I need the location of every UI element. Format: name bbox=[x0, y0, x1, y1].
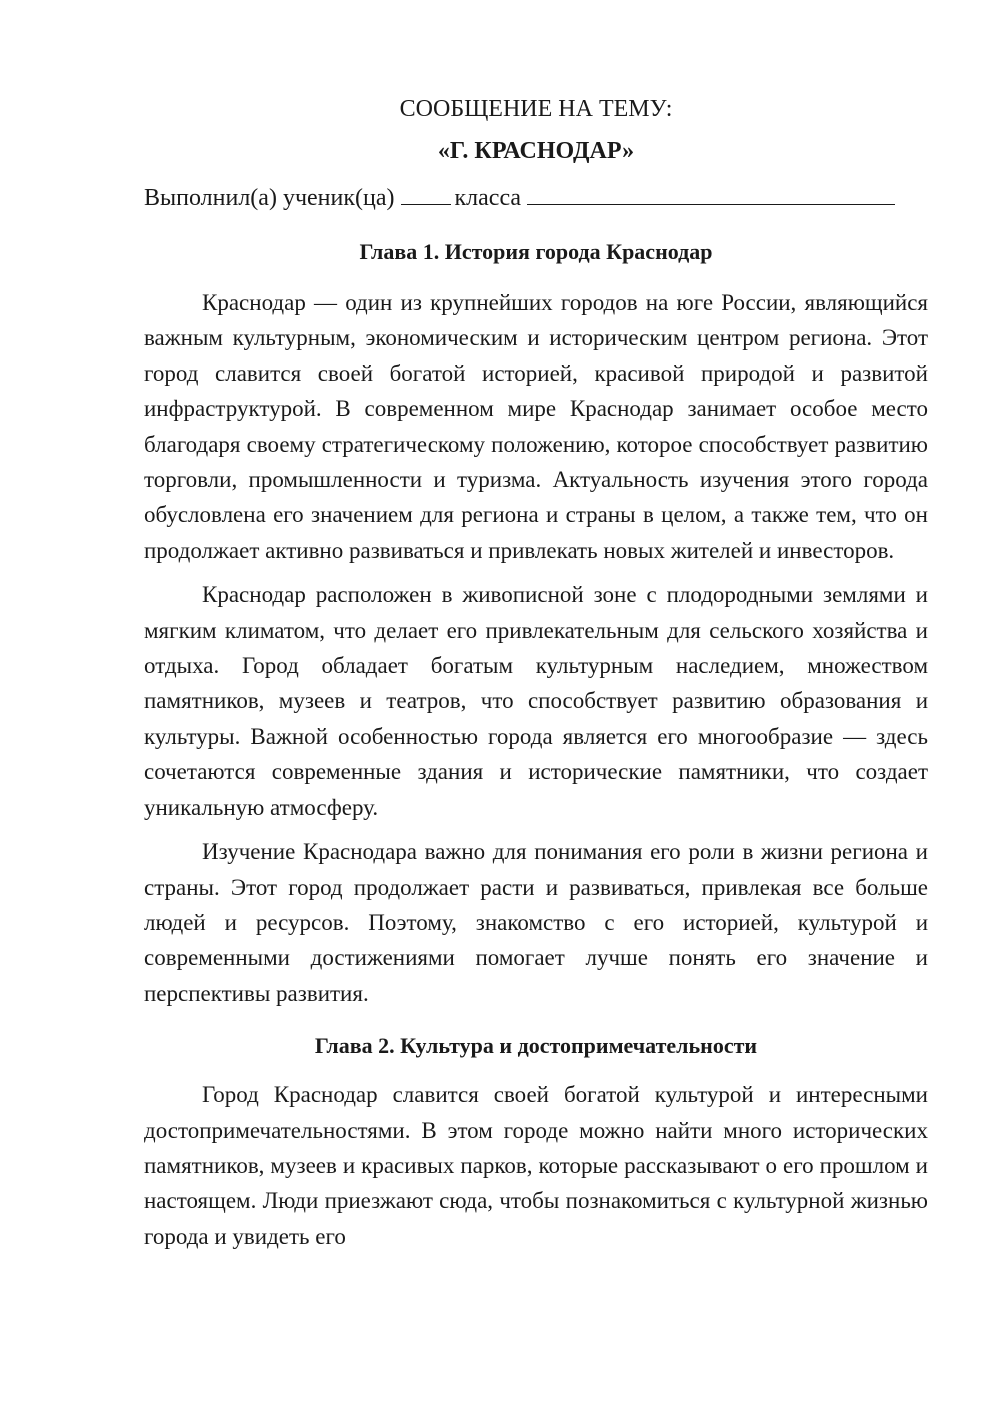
document-page bbox=[144, 92, 928, 1254]
author-name-blank bbox=[527, 178, 895, 205]
class-label: класса bbox=[454, 185, 522, 211]
chapter-2-heading: Глава 2. Культура и достопримечательности bbox=[314, 1033, 758, 1059]
author-line bbox=[144, 178, 928, 215]
chapter-1-paragraph-1: Краснодар — один из крупнейших городов на юге России, являющийся важным культурным, экономическим и историческим центром региона. Этот город славится своей богатой историей, красивой природой и развитой инфраструктурой. В современном мире Краснодар занимает особое место благодаря своему стратегическому положению, которое способствует развитию торговли, промышленности и туризма. Актуальность изучения этого города обусловлена его значением для региона и страны в целом, а также тем, что он продолжает активно развиваться и привлекать новых жителей и инвесторов. bbox=[144, 290, 928, 563]
document-subtitle: «Г. КРАСНОДАР» bbox=[437, 138, 635, 164]
chapter-1-heading: Глава 1. История города Краснодар bbox=[359, 239, 713, 264]
chapter-1-paragraph-3: Изучение Краснодара важно для понимания его роли в жизни региона и страны. Этот город продолжает расти и развиваться, привлекая все больше людей и ресурсов. Поэтому, знакомство с его историей, культурой и современными достижениями помогает лучше понять его значение и перспективы развития. bbox=[144, 839, 928, 1006]
chapter-1-paragraph-2: Краснодар расположен в живописной зоне с плодородными землями и мягким климатом, что делает его привлекательным для сельского хозяйства и отдыха. Город обладает богатым культурным наследием, множеством памятников, музеев и театров, что способствует развитию образования и культуры. Важной особенностью города является его многообразие — здесь сочетаются современные здания и исторические памятники, что создает уникальную атмосферу. bbox=[144, 582, 928, 820]
chapter-2-paragraph-1: Город Краснодар славится своей богатой культурой и интересными достопримечательностями. В этом городе можно найти много исторических памятников, музеев и красивых парков, которые рассказывают о его прошлом и настоящем. Люди приезжают сюда, чтобы познакомиться с культурной жизнью города и увидеть его bbox=[144, 1082, 928, 1249]
class-number-blank bbox=[401, 178, 451, 205]
document-title: СООБЩЕНИЕ НА ТЕМУ: bbox=[399, 96, 673, 122]
author-prefix: Выполнил(а) ученик(ца) bbox=[144, 185, 395, 211]
